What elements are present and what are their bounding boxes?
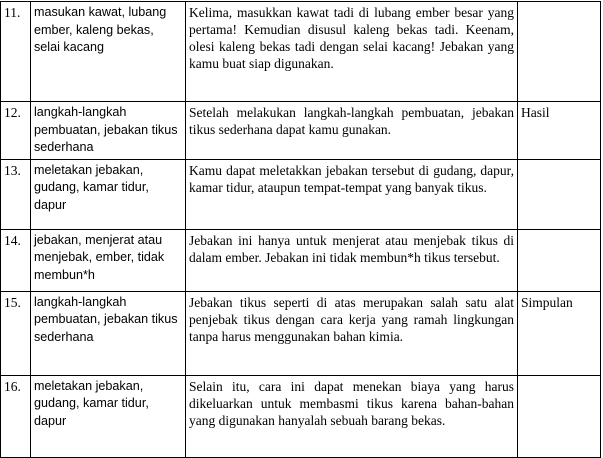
keyword-cell: masukan kawat, lubang ember, kaleng bekas, selai kacang — [31, 2, 186, 102]
table-row — [1, 375, 601, 457]
sentence-cell: Jebakan ini hanya untuk menjerat atau menjebak tikus di dalam ember. Jebakan ini tidak membun*h tikus tersebut. — [186, 229, 518, 291]
table-row — [1, 229, 601, 291]
table-row — [1, 291, 601, 375]
table-row — [1, 2, 601, 102]
row-number: 15. — [1, 291, 31, 375]
keyword-cell: langkah-langkah pembuatan, jebakan tikus sederhana — [31, 291, 186, 375]
keyword-cell: langkah-langkah pembuatan, jebakan tikus sederhana — [31, 102, 186, 160]
structure-cell — [518, 2, 601, 102]
sentence-cell: Jebakan tikus seperti di atas merupakan salah satu alat penjebak tikus dengan cara kerja yang ramah lingkungan tanpa harus menggunakan bahan kimia. — [186, 291, 518, 375]
keyword-cell: jebakan, menjerat atau menjebak, ember, tidak membun*h — [31, 229, 186, 291]
keyword-cell: meletakan jebakan, gudang, kamar tidur, dapur — [31, 375, 186, 457]
sentence-cell: Kelima, masukkan kawat tadi di lubang ember besar yang pertama! Kemudian disusul kaleng bekas tadi. Keenam, olesi kaleng bekas tadi dengan selai kacang! Jebakan yang kamu buat siap digunakan. — [186, 2, 518, 102]
structure-cell — [518, 159, 601, 229]
row-number: 14. — [1, 229, 31, 291]
row-number: 16. — [1, 375, 31, 457]
table-row — [1, 102, 601, 160]
row-number: 11. — [1, 2, 31, 102]
row-number: 13. — [1, 159, 31, 229]
sentence-cell: Kamu dapat meletakkan jebakan tersebut di gudang, dapur, kamar tidur, ataupun tempat-tempat yang banyak tikus. — [186, 159, 518, 229]
keyword-cell: meletakan jebakan, gudang, kamar tidur, dapur — [31, 159, 186, 229]
sentence-cell: Setelah melakukan langkah-langkah pembuatan, jebakan tikus sederhana dapat kamu gunakan. — [186, 102, 518, 160]
sentence-cell: Selain itu, cara ini dapat menekan biaya yang harus dikeluarkan untuk membasmi tikus karena bahan-bahan yang digunakan hanyalah sebuah barang bekas. — [186, 375, 518, 457]
structure-cell — [518, 375, 601, 457]
structure-cell: Hasil — [518, 102, 601, 160]
table-row — [1, 159, 601, 229]
structure-cell: Simpulan — [518, 291, 601, 375]
row-number: 12. — [1, 102, 31, 160]
structure-cell — [518, 229, 601, 291]
document-table — [0, 1, 601, 458]
